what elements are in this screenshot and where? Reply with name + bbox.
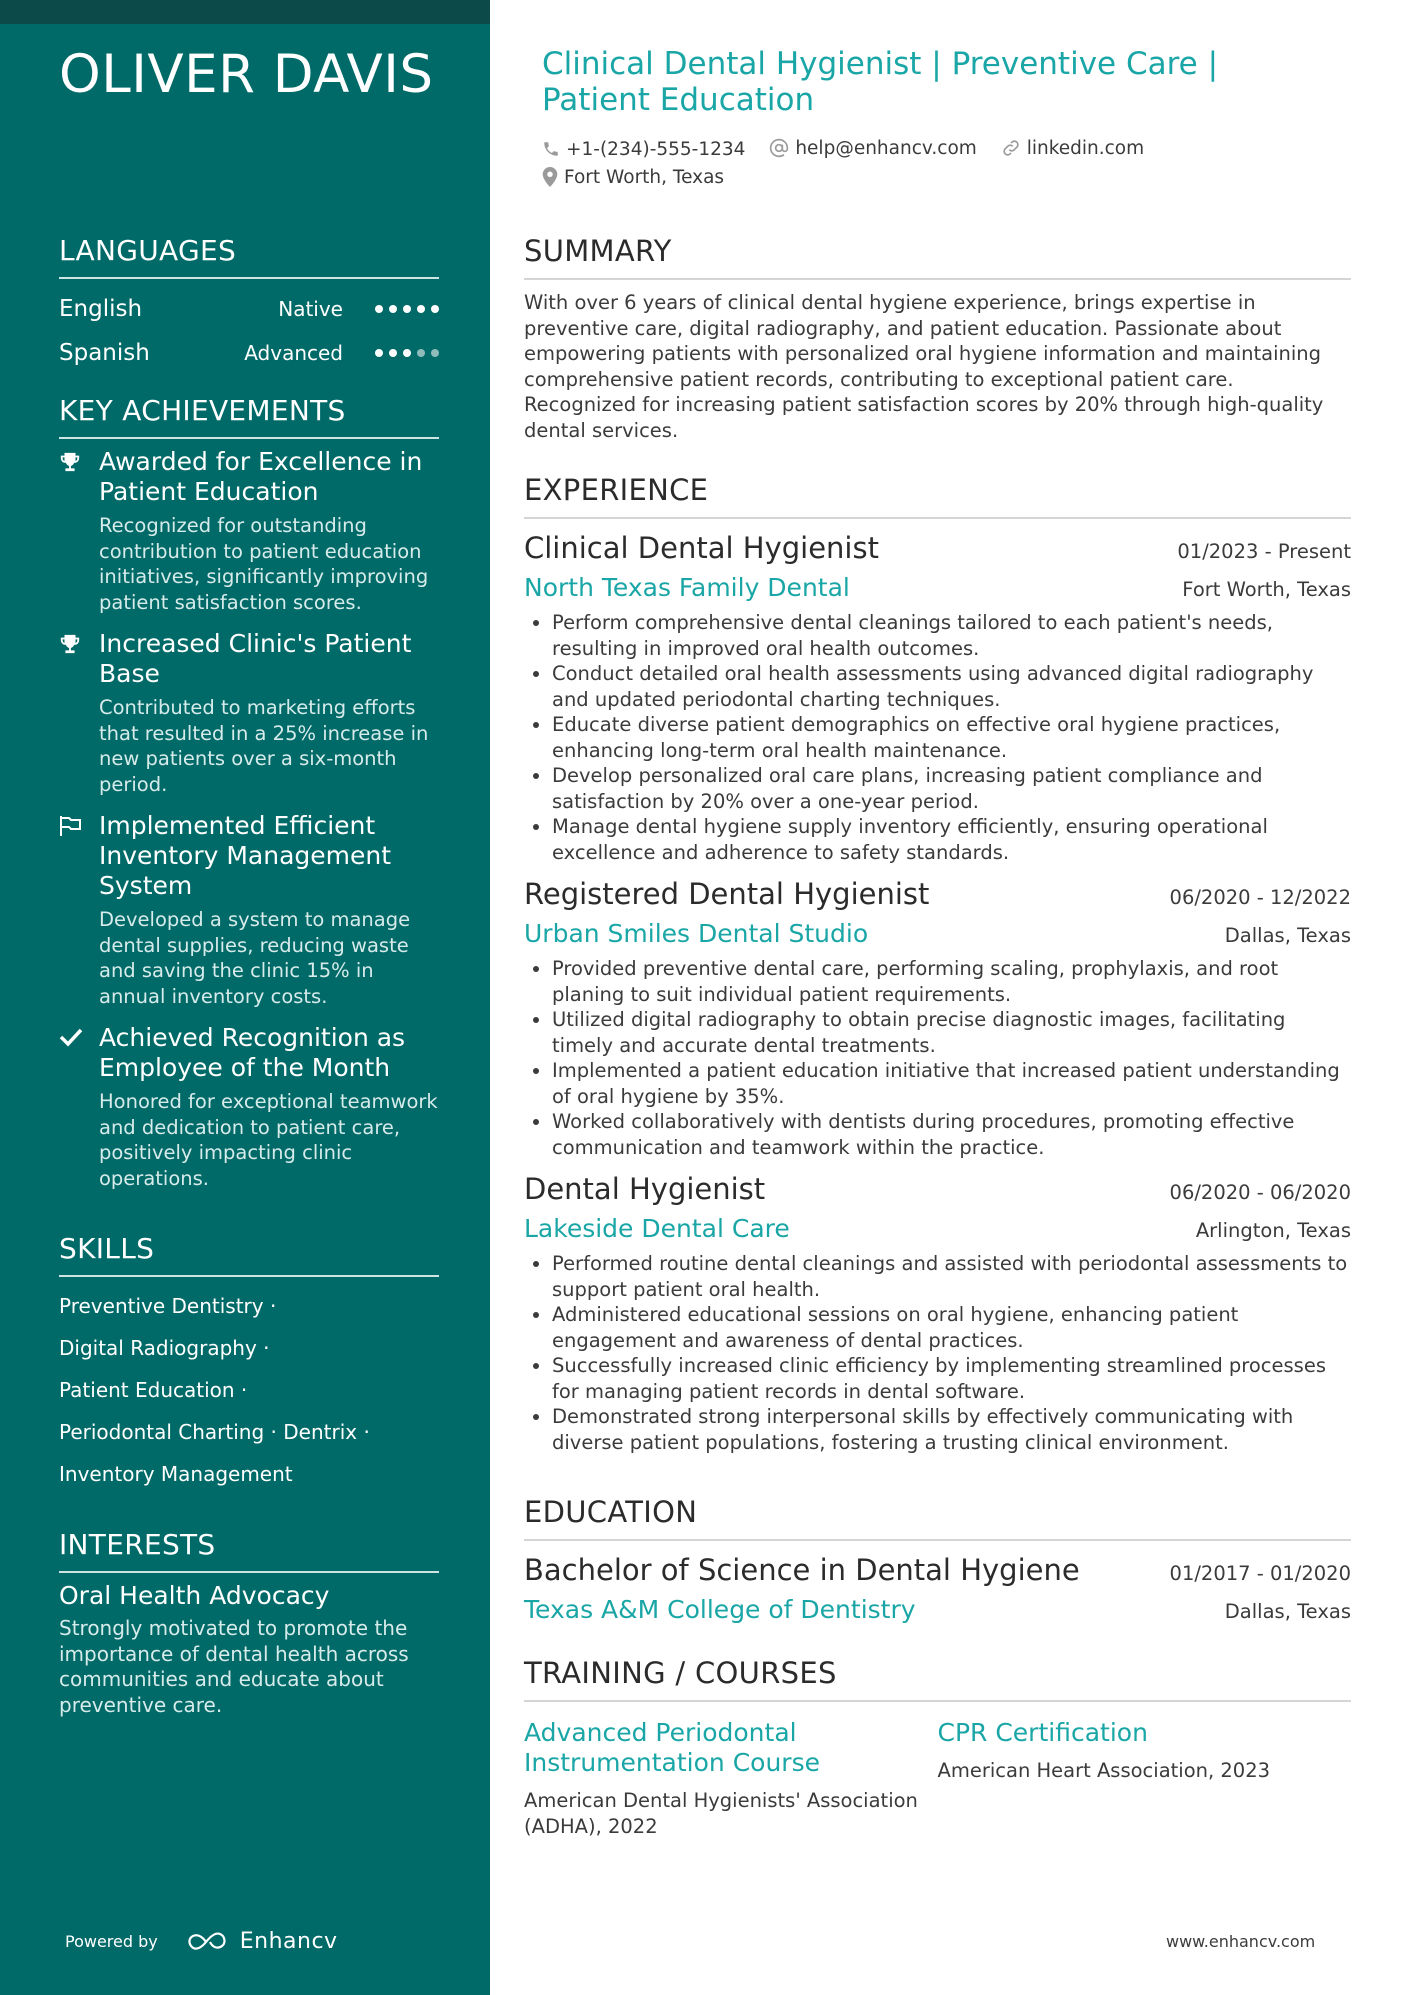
job-bullet: • Manage dental hygiene supply inventory efficiently, ensuring operational excellence and adherence to safety standards. bbox=[552, 814, 1351, 865]
job-bullet: • Develop personalized oral care plans, increasing patient compliance and satisfaction by 20% over a one-year period. bbox=[552, 763, 1351, 814]
job-entry bbox=[524, 531, 1351, 865]
language-rating bbox=[375, 305, 439, 313]
rating-dot bbox=[375, 349, 383, 357]
skill-row: Preventive Dentistry · bbox=[59, 1294, 277, 1318]
achievement-title: Increased Clinic's Patient Base bbox=[99, 629, 412, 688]
achievements-heading: KEY ACHIEVEMENTS bbox=[59, 394, 439, 439]
achievement-item bbox=[59, 447, 439, 615]
skills-section bbox=[59, 1232, 439, 1495]
powered-by-brand: Enhancv bbox=[239, 1929, 338, 1954]
job-bullet: • Utilized digital radiography to obtain precise diagnostic images, facilitating timely and accurate dental treatments. bbox=[552, 1007, 1351, 1058]
summary-section bbox=[524, 234, 1351, 443]
language-name: English bbox=[59, 296, 143, 322]
phone-text: +1-(234)-555-1234 bbox=[566, 138, 746, 160]
job-company: North Texas Family Dental bbox=[524, 573, 850, 602]
job-title: Registered Dental Hygienist bbox=[524, 877, 930, 911]
skills-heading: SKILLS bbox=[59, 1232, 439, 1277]
achievements-section bbox=[59, 394, 439, 1191]
link-icon bbox=[1001, 138, 1021, 158]
job-bullet: • Demonstrated strong interpersonal skills by effectively communicating with diverse patient populations, fostering a trusting clinical environment. bbox=[552, 1404, 1351, 1455]
achievement-desc: Recognized for outstanding contribution to patient education initiatives, significantly improving patient satisfaction scores. bbox=[99, 514, 429, 614]
language-row bbox=[59, 331, 439, 375]
achievement-desc: Developed a system to manage dental supplies, reducing waste and saving the clinic 15% in annual inventory costs. bbox=[99, 908, 411, 1008]
job-date: 01/2023 - Present bbox=[1177, 540, 1351, 563]
summary-text: With over 6 years of clinical dental hygiene experience, brings expertise in preventive care, digital radiography, and patient education. Passionate about empowering patients with personalized oral hygiene information and maintaining comprehensive patient records, contributing to exceptional patient care. Recognized for increasing patient satisfaction scores by 20% through high-quality dental services. bbox=[524, 291, 1324, 442]
powered-by-label: Powered by bbox=[65, 1932, 158, 1951]
course-list bbox=[524, 1718, 1351, 1839]
job-location: Fort Worth, Texas bbox=[1182, 578, 1351, 601]
course-item bbox=[938, 1718, 1352, 1839]
location-contact bbox=[542, 163, 724, 191]
job-date: 06/2020 - 12/2022 bbox=[1169, 886, 1351, 909]
rating-dot bbox=[431, 349, 439, 357]
job-bullet: • Successfully increased clinic efficiency by implementing streamlined processes for managing patient records in dental software. bbox=[552, 1353, 1351, 1404]
job-company: Lakeside Dental Care bbox=[524, 1214, 790, 1243]
phone-icon bbox=[542, 140, 560, 158]
job-location: Dallas, Texas bbox=[1224, 924, 1351, 947]
rating-dot bbox=[389, 349, 397, 357]
job-entry bbox=[524, 877, 1351, 1160]
interest-title: Oral Health Advocacy bbox=[59, 1581, 330, 1610]
rating-dot bbox=[431, 305, 439, 313]
job-bullet: • Administered educational sessions on oral hygiene, enhancing patient engagement and awareness of dental practices. bbox=[552, 1302, 1351, 1353]
email-text[interactable]: help@enhancv.com bbox=[795, 137, 977, 159]
linkedin-text[interactable]: linkedin.com bbox=[1026, 137, 1145, 159]
summary-heading: SUMMARY bbox=[524, 234, 1351, 280]
sidebar bbox=[0, 0, 490, 1995]
school: Texas A&M College of Dentistry bbox=[524, 1595, 916, 1624]
job-entry bbox=[524, 1172, 1351, 1455]
training-heading: TRAINING / COURSES bbox=[524, 1656, 1351, 1702]
rating-dot bbox=[417, 305, 425, 313]
sidebar-top-bar bbox=[0, 0, 490, 24]
headline: Clinical Dental Hygienist | Preventive Care | Patient Education bbox=[542, 46, 1219, 118]
achievement-title: Implemented Efficient Inventory Management System bbox=[99, 811, 392, 900]
rating-dot bbox=[403, 305, 411, 313]
education-date: 01/2017 - 01/2020 bbox=[1169, 1562, 1351, 1585]
job-bullets bbox=[524, 1251, 1351, 1455]
achievement-item bbox=[59, 629, 439, 797]
language-level: Native bbox=[278, 297, 343, 321]
candidate-name: OLIVER DAVIS bbox=[59, 44, 434, 105]
interest-desc: Strongly motivated to promote the importance of dental health across communities and educate about preventive care. bbox=[59, 1616, 409, 1717]
job-location: Arlington, Texas bbox=[1195, 1219, 1351, 1242]
achievement-item bbox=[59, 811, 439, 1009]
job-bullet: • Conduct detailed oral health assessments using advanced digital radiography and updated periodontal charting techniques. bbox=[552, 661, 1351, 712]
skill-row: Patient Education · bbox=[59, 1378, 248, 1402]
rating-dot bbox=[403, 349, 411, 357]
language-level: Advanced bbox=[244, 341, 343, 365]
language-name: Spanish bbox=[59, 340, 150, 366]
education-location: Dallas, Texas bbox=[1224, 1600, 1351, 1623]
course-org: American Heart Association, 2023 bbox=[937, 1759, 1271, 1782]
course-item bbox=[524, 1718, 938, 1839]
job-bullets bbox=[524, 956, 1351, 1160]
rating-dot bbox=[417, 349, 425, 357]
location-text: Fort Worth, Texas bbox=[564, 166, 725, 188]
enhancv-logo-icon bbox=[186, 1931, 232, 1953]
course-title: Advanced Periodontal Instrumentation Course bbox=[524, 1718, 820, 1777]
contact-info bbox=[542, 134, 1342, 192]
check-icon bbox=[59, 1023, 99, 1191]
trophy-icon bbox=[59, 629, 99, 797]
rating-dot bbox=[389, 305, 397, 313]
training-section bbox=[524, 1656, 1351, 1839]
experience-heading: EXPERIENCE bbox=[524, 473, 1351, 519]
achievement-desc: Contributed to marketing efforts that resulted in a 25% increase in new patients over a six-month period. bbox=[99, 696, 429, 796]
job-bullet: • Provided preventive dental care, performing scaling, prophylaxis, and root planing to suit individual patient requirements. bbox=[552, 956, 1351, 1007]
languages-section bbox=[59, 234, 439, 375]
education-section bbox=[524, 1495, 1351, 1624]
footer-url[interactable]: www.enhancv.com bbox=[1166, 1932, 1316, 1951]
degree: Bachelor of Science in Dental Hygiene bbox=[524, 1553, 1080, 1587]
location-pin-icon bbox=[542, 167, 558, 187]
email-contact[interactable] bbox=[769, 134, 976, 162]
job-company: Urban Smiles Dental Studio bbox=[524, 919, 869, 948]
at-icon bbox=[769, 138, 789, 158]
job-title: Dental Hygienist bbox=[524, 1172, 766, 1206]
flag-icon bbox=[59, 811, 99, 1009]
education-entry bbox=[524, 1553, 1351, 1624]
job-bullet: • Perform comprehensive dental cleanings tailored to each patient's needs, resulting in improved oral health outcomes. bbox=[552, 610, 1351, 661]
trophy-icon bbox=[59, 447, 99, 615]
job-bullet: • Performed routine dental cleanings and assisted with periodontal assessments to support patient oral health. bbox=[552, 1251, 1351, 1302]
interests-section bbox=[59, 1528, 439, 1718]
job-bullet: • Educate diverse patient demographics on effective oral hygiene practices, enhancing long-term oral health maintenance. bbox=[552, 712, 1351, 763]
job-date: 06/2020 - 06/2020 bbox=[1169, 1181, 1351, 1204]
rating-dot bbox=[375, 305, 383, 313]
languages-heading: LANGUAGES bbox=[59, 234, 439, 279]
education-heading: EDUCATION bbox=[524, 1495, 1351, 1541]
achievement-desc: Honored for exceptional teamwork and dedication to patient care, positively impacting clinic operations. bbox=[99, 1090, 438, 1190]
job-title: Clinical Dental Hygienist bbox=[524, 531, 879, 565]
language-rating bbox=[375, 349, 439, 357]
achievements-list bbox=[59, 447, 439, 1191]
skill-row: Inventory Management bbox=[59, 1462, 293, 1486]
job-bullet: • Worked collaboratively with dentists during procedures, promoting effective communication and teamwork within the practice. bbox=[552, 1109, 1351, 1160]
course-title: CPR Certification bbox=[937, 1718, 1148, 1747]
job-bullets bbox=[524, 610, 1351, 865]
achievement-item bbox=[59, 1023, 439, 1191]
achievement-title: Achieved Recognition as Employee of the Month bbox=[99, 1023, 406, 1082]
interests-heading: INTERESTS bbox=[59, 1528, 439, 1573]
job-bullet: • Implemented a patient education initiative that increased patient understanding of oral hygiene by 35%. bbox=[552, 1058, 1351, 1109]
phone-contact bbox=[542, 135, 745, 163]
linkedin-contact[interactable] bbox=[1001, 134, 1144, 162]
course-org: American Dental Hygienists' Association (ADHA), 2022 bbox=[524, 1789, 918, 1838]
skill-row: Digital Radiography · bbox=[59, 1336, 270, 1360]
skill-row: Periodontal Charting · Dentrix · bbox=[59, 1420, 370, 1444]
language-row bbox=[59, 287, 439, 331]
experience-section bbox=[524, 473, 1351, 1455]
powered-by bbox=[65, 1929, 338, 1954]
achievement-title: Awarded for Excellence in Patient Education bbox=[99, 447, 423, 506]
